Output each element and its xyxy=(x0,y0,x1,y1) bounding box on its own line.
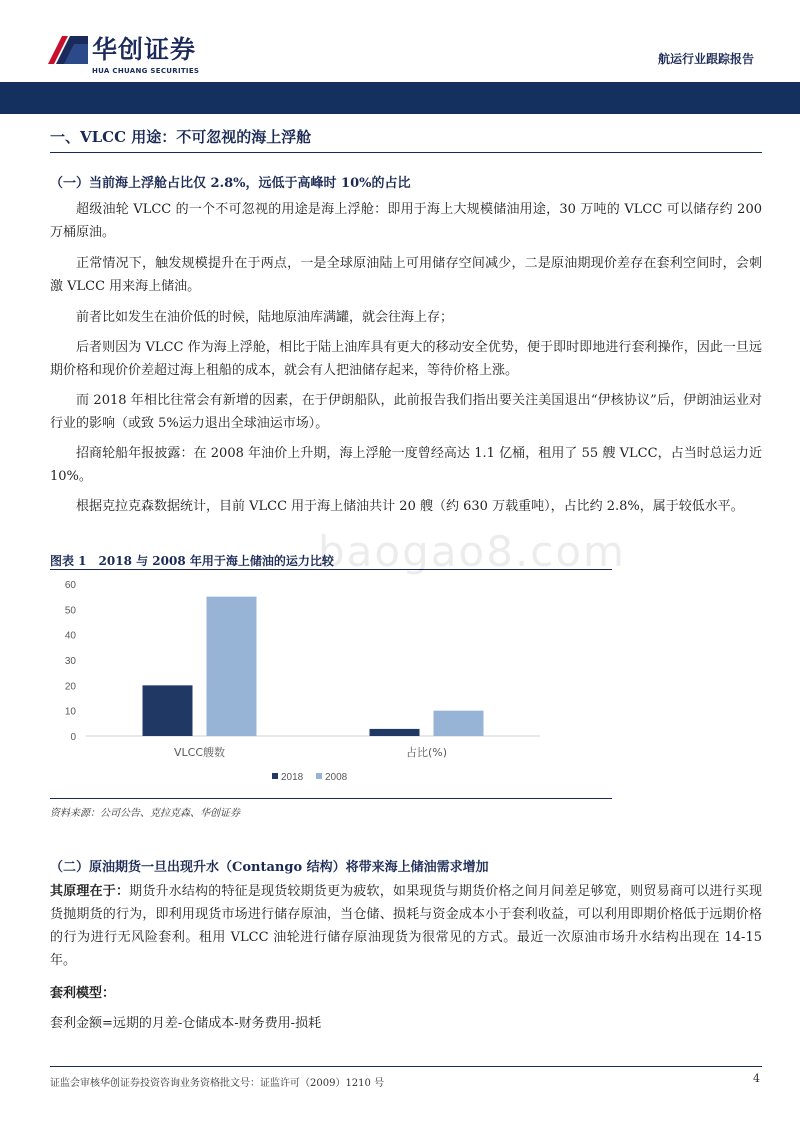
arbitrage-formula: 套利金额=远期的月差-仓储成本-财务费用-损耗 xyxy=(50,1016,322,1031)
x-tick-label: VLCC艘数 xyxy=(173,746,226,759)
footer-divider xyxy=(50,1066,762,1067)
bar-2008-1 xyxy=(434,711,484,736)
legend-swatch-2018 xyxy=(272,773,278,779)
paragraph-7: 根据克拉克森数据统计，目前 VLCC 用于海上储油共计 20 艘（约 630 万载重吨），占比约 2.8%，属于较低水平。 xyxy=(76,499,744,514)
header-band xyxy=(0,82,800,114)
principle-lead: 其原理在于： xyxy=(50,884,130,899)
legend-swatch-2008 xyxy=(316,773,322,779)
footer-text: 证监会审核华创证券投资咨询业务资格批文号：证监许可（2009）1210 号 xyxy=(50,1078,385,1089)
figure-bottom-rule xyxy=(50,798,612,799)
section-divider xyxy=(50,152,762,153)
page-number: 4 xyxy=(753,1072,760,1085)
logo-name-en: HUA CHUANG SECURITIES xyxy=(92,67,200,75)
bar-2008-0 xyxy=(207,597,257,736)
y-tick-label: 50 xyxy=(64,605,76,617)
paragraph-2: 正常情况下，触发规模提升在于两点，一是全球原油陆上可用储存空间减少，二是原油期现价差存在套利空间时，会刺激 VLCC 用来海上储油。 xyxy=(50,256,762,294)
y-tick-label: 20 xyxy=(64,681,76,693)
bar-2018-0 xyxy=(143,685,193,736)
figure-title: 图表 1 2018 与 2008 年用于海上储油的运力比较 xyxy=(50,554,334,568)
paragraph-4: 后者则因为 VLCC 作为海上浮舱，相比于陆上油库具有更大的移动安全优势，便于即时即地进行套利操作，因此一旦远期价格和现价价差超过海上租船的成本，就会有人把油储存起来，等待价格上涨。 xyxy=(50,340,762,378)
paragraph-6: 招商轮船年报披露：在 2008 年油价上升期，海上浮舱一度曾经高达 1.1 亿桶，租用了 55 艘 VLCC，占当时总运力近 10%。 xyxy=(50,446,762,484)
bar-chart xyxy=(50,572,612,794)
legend-label-2008: 2008 xyxy=(325,772,348,783)
company-logo-icon xyxy=(48,32,88,64)
legend-label-2018: 2018 xyxy=(281,772,304,783)
subheading-2: （二）原油期货一旦出现升水（Contango 结构）将带来海上储油需求增加 xyxy=(50,860,489,875)
model-title: 套利模型： xyxy=(50,986,116,1001)
principle-paragraph xyxy=(50,880,762,972)
report-type: 航运行业跟踪报告 xyxy=(657,52,754,66)
logo-text xyxy=(92,30,199,75)
watermark: baogao8.com xyxy=(318,527,626,576)
paragraph-3: 前者比如发生在油价低的时候，陆地原油库满罐，就会往海上存； xyxy=(76,310,454,325)
figure-source: 资料来源：公司公告、克拉克森、华创证券 xyxy=(50,808,240,819)
bar-2018-1 xyxy=(370,729,420,736)
x-tick-label: 占比(%) xyxy=(405,746,448,759)
paragraph-1: 超级油轮 VLCC 的一个不可忽视的用途是海上浮舱：即用于海上大规模储油用途，30 万吨的 VLCC 可以储存约 200 万桶原油。 xyxy=(50,202,762,240)
paragraph-5: 而 2018 年相比往常会有新增的因素，在于伊朗船队，此前报告我们指出要关注美国退出“伊核协议”后，伊朗油运业对行业的影响（或致 5%运力退出全球油运市场）。 xyxy=(50,393,762,431)
y-tick-label: 0 xyxy=(70,732,76,743)
y-tick-label: 10 xyxy=(64,706,76,718)
section-title: 一、VLCC 用途：不可忽视的海上浮舱 xyxy=(50,128,312,146)
y-tick-label: 60 xyxy=(64,580,76,591)
y-tick-label: 30 xyxy=(64,656,76,667)
subheading-1: （一）当前海上浮舱占比仅 2.8%，远低于高峰时 10%的占比 xyxy=(50,176,411,191)
logo-name-cn: 华创证券 xyxy=(92,35,197,64)
principle-body: 期货升水结构的特征是现货较期货更为疲软，如果现货与期货价格之间月间差足够宽，则贸易商可以进行买现货抛期货的行为，即利用现货市场进行储存原油，当仓储、损耗与资金成本小于套利收益，可以利用即期价格低于远期价格的行为进行无风险套利。租用 VLCC 油轮进行储存原油现货为很常见的方式。最近一次原油市场升水结构出现在 14-15 年。 xyxy=(50,884,762,968)
y-tick-label: 40 xyxy=(64,630,76,642)
